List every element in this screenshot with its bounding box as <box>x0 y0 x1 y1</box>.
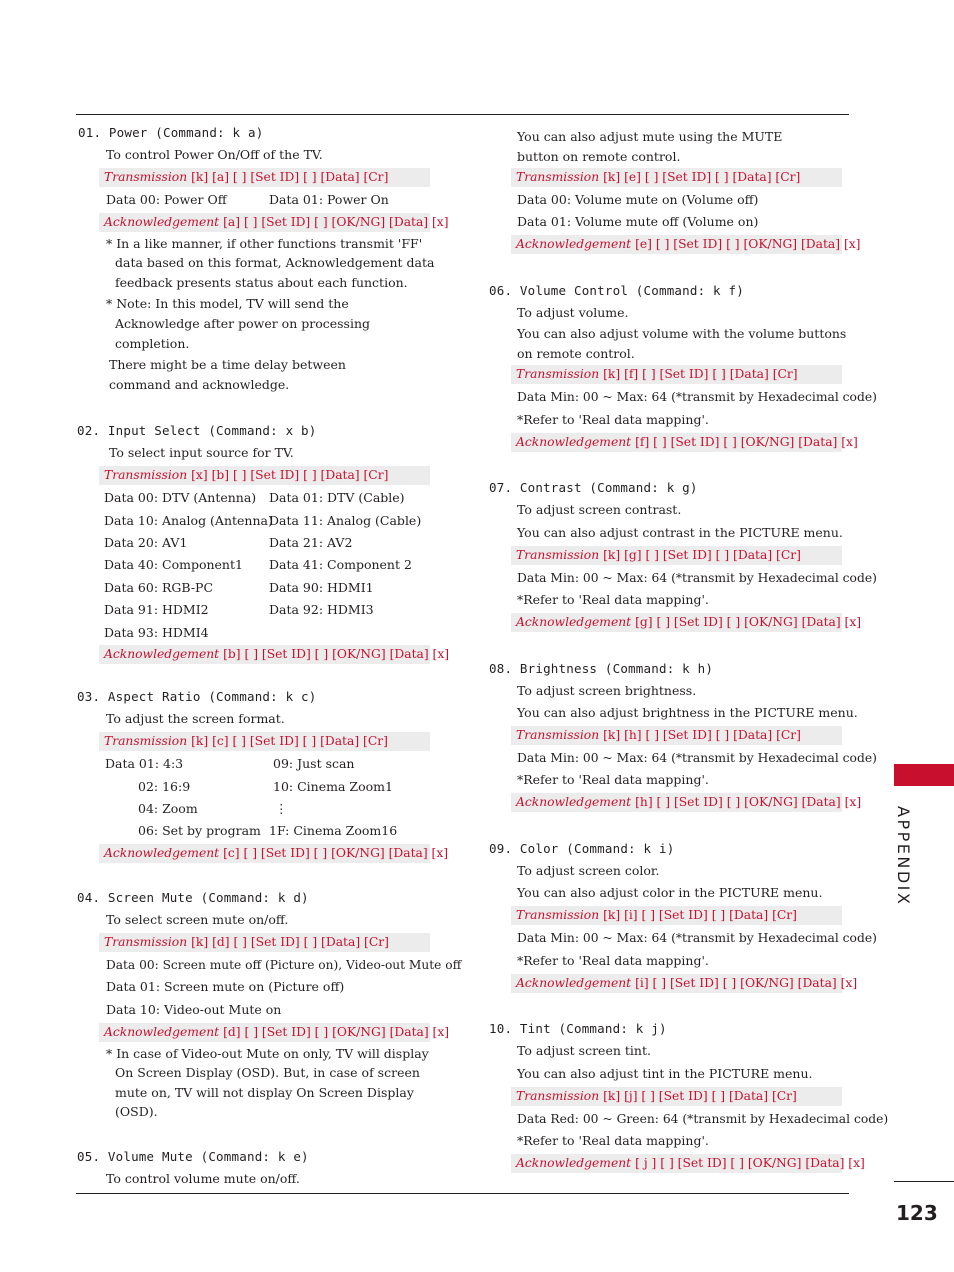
transmission-label: Transmission <box>104 734 188 749</box>
data-row <box>77 532 437 554</box>
section-power <box>77 122 449 394</box>
description-line: You can also adjust mute using the MUTE button on remote control. <box>517 129 783 164</box>
data-value: Data 11: Analog (Cable) <box>269 512 422 528</box>
description-line: You can also adjust contrast in the PICTURE menu. <box>517 524 843 540</box>
transmission-bar <box>511 906 842 925</box>
acknowledgement-code: [e] [ ] [Set ID] [ ] [OK/NG] [Data] [x] <box>635 236 861 251</box>
data-line: Data Min: 00 ~ Max: 64 (*transmit by Hexadecimal code) <box>517 390 877 405</box>
data-row <box>77 820 437 842</box>
data-value: Data 90: HDMI1 <box>269 579 374 595</box>
note: There might be a time delay between command and acknowledge. <box>109 357 346 392</box>
data-line: Data 01: Screen mute on (Picture off) <box>106 979 345 995</box>
description-line: To adjust volume. <box>517 304 629 320</box>
section-volume-control <box>489 280 877 452</box>
data-value: Data 01: DTV (Cable) <box>269 490 405 506</box>
acknowledgement-bar <box>511 433 858 452</box>
data-row <box>77 577 437 599</box>
page-number: 123 <box>896 1201 938 1225</box>
data-value: Data 92: HDMI3 <box>269 602 374 618</box>
bottom-rule <box>76 1193 849 1194</box>
data-row <box>77 510 437 532</box>
description-line: You can also adjust brightness in the PICTURE menu. <box>517 705 858 721</box>
acknowledgement-bar <box>99 645 450 664</box>
acknowledgement-code: [g] [ ] [Set ID] [ ] [OK/NG] [Data] [x] <box>635 614 862 629</box>
transmission-label: Transmission <box>516 1088 600 1103</box>
description-line: To select input source for TV. <box>109 445 294 461</box>
transmission-bar <box>511 365 842 384</box>
acknowledgement-code: [a] [ ] [Set ID] [ ] [OK/NG] [Data] [x] <box>223 214 449 229</box>
transmission-code: [k] [j] [ ] [Set ID] [ ] [Data] [Cr] <box>603 1088 797 1103</box>
data-value: Data 60: RGB-PC <box>104 579 214 595</box>
data-line: *Refer to 'Real data mapping'. <box>517 952 709 968</box>
appendix-tab-marker <box>894 764 954 786</box>
section-volume-mute-continued <box>489 127 861 254</box>
right-column <box>489 127 889 1175</box>
description-line: To adjust screen contrast. <box>517 502 682 518</box>
data-row <box>77 554 437 576</box>
transmission-code: [x] [b] [ ] [Set ID] [ ] [Data] [Cr] <box>191 468 389 483</box>
ellipsis-vertical: ⋮ <box>275 800 288 816</box>
transmission-code: [k] [f] [ ] [Set ID] [ ] [Data] [Cr] <box>603 367 798 382</box>
section-title: 05. Volume Mute (Command: k e) <box>77 1148 309 1164</box>
acknowledgement-bar <box>99 213 449 232</box>
data-row <box>77 599 437 621</box>
section-title: 10. Tint (Command: k j) <box>489 1021 667 1037</box>
description-line: To adjust screen brightness. <box>517 682 697 698</box>
description-line: To control Power On/Off of the TV. <box>106 147 323 162</box>
transmission-label: Transmission <box>104 934 188 949</box>
data-value: Data 10: Analog (Antenna) <box>104 512 273 528</box>
transmission-code: [k] [d] [ ] [Set ID] [ ] [Data] [Cr] <box>191 934 389 949</box>
appendix-side-label <box>893 806 915 907</box>
acknowledgement-label: Acknowledgement <box>104 1024 220 1039</box>
data-line: Data 01: Volume mute off (Volume on) <box>517 213 759 229</box>
section-title: 02. Input Select (Command: x b) <box>77 423 317 439</box>
data-value: Data 93: HDMI4 <box>104 624 209 640</box>
acknowledgement-code: [h] [ ] [Set ID] [ ] [OK/NG] [Data] [x] <box>635 795 862 810</box>
data-line: *Refer to 'Real data mapping'. <box>517 1132 709 1148</box>
section-title: 03. Aspect Ratio (Command: k c) <box>77 689 317 705</box>
note: * In a like manner, if other functions transmit 'FF' data based on this format, Acknowledgement data feedback presents status about each function. <box>106 235 435 290</box>
transmission-bar <box>511 168 842 187</box>
acknowledgement-label: Acknowledgement <box>516 975 632 990</box>
data-value: 09: Just scan <box>273 756 355 772</box>
acknowledgement-label: Acknowledgement <box>104 846 220 861</box>
acknowledgement-code: [b] [ ] [Set ID] [ ] [OK/NG] [Data] [x] <box>223 647 450 662</box>
data-line: Data Min: 00 ~ Max: 64 (*transmit by Hexadecimal code) <box>517 931 877 946</box>
data-value: Data 40: Component1 <box>104 557 243 573</box>
data-line: Data 00: Screen mute off (Picture on), Video-out Mute off <box>106 957 462 972</box>
description-line: To select screen mute on/off. <box>106 912 289 928</box>
acknowledgement-code: [c] [ ] [Set ID] [ ] [OK/NG] [Data] [x] <box>223 846 449 861</box>
section-screen-mute <box>77 887 462 1122</box>
data-line: Data Min: 00 ~ Max: 64 (*transmit by Hexadecimal code) <box>517 750 877 765</box>
data-line: Data Min: 00 ~ Max: 64 (*transmit by Hexadecimal code) <box>517 570 877 585</box>
data-row <box>77 189 437 211</box>
description-line: You can also adjust tint in the PICTURE menu. <box>517 1065 813 1081</box>
data-value: Data 20: AV1 <box>104 534 188 550</box>
section-aspect-ratio <box>77 686 449 863</box>
acknowledgement-code: [d] [ ] [Set ID] [ ] [OK/NG] [Data] [x] <box>223 1024 450 1039</box>
data-value: 10: Cinema Zoom1 <box>273 778 393 794</box>
acknowledgement-label: Acknowledgement <box>516 1155 632 1170</box>
section-title: 01. Power (Command: k a) <box>78 125 264 140</box>
data-value: Data 01: 4:3 <box>105 756 184 772</box>
section-title: 09. Color (Command: k i) <box>489 841 675 857</box>
acknowledgement-bar <box>99 844 449 863</box>
transmission-label: Transmission <box>104 468 188 483</box>
data-line: *Refer to 'Real data mapping'. <box>517 772 709 788</box>
data-value: Data 01: Power On <box>269 191 389 207</box>
acknowledgement-label: Acknowledgement <box>104 214 220 229</box>
data-line: Data Red: 00 ~ Green: 64 (*transmit by Hexadecimal code) <box>517 1111 889 1126</box>
data-line: Data 00: Volume mute on (Volume off) <box>517 191 759 207</box>
acknowledgement-bar <box>511 793 862 812</box>
description-line: To adjust screen color. <box>517 863 660 879</box>
top-rule <box>76 114 849 115</box>
transmission-code: [k] [e] [ ] [Set ID] [ ] [Data] [Cr] <box>603 169 801 184</box>
description-line: You can also adjust color in the PICTURE menu. <box>517 885 823 901</box>
data-value: 02: 16:9 <box>138 778 191 794</box>
transmission-label: Transmission <box>516 367 600 382</box>
acknowledgement-bar <box>511 1154 865 1173</box>
acknowledgement-bar <box>511 235 861 254</box>
acknowledgement-code: [ j ] [ ] [Set ID] [ ] [OK/NG] [Data] [x] <box>635 1155 865 1170</box>
transmission-code: [k] [a] [ ] [Set ID] [ ] [Data] [Cr] <box>191 169 389 184</box>
transmission-code: [k] [g] [ ] [Set ID] [ ] [Data] [Cr] <box>603 547 801 562</box>
transmission-code: [k] [c] [ ] [Set ID] [ ] [Data] [Cr] <box>191 734 388 749</box>
note: * Note: In this model, TV will send the Acknowledge after power on processing completion. <box>106 296 370 351</box>
page-number-rule <box>894 1181 954 1182</box>
transmission-bar <box>511 726 842 745</box>
data-line: *Refer to 'Real data mapping'. <box>517 411 709 427</box>
transmission-bar <box>511 1087 842 1106</box>
appendix-label-text: APPENDIX <box>894 806 913 907</box>
data-value: 06: Set by program <box>138 823 261 839</box>
description-line: You can also adjust volume with the volume buttons on remote control. <box>517 326 847 361</box>
transmission-code: [k] [i] [ ] [Set ID] [ ] [Data] [Cr] <box>603 908 797 923</box>
section-tint <box>489 1018 889 1172</box>
data-row <box>77 622 437 644</box>
acknowledgement-label: Acknowledgement <box>104 647 220 662</box>
data-line: Data 10: Video-out Mute on <box>106 1001 282 1017</box>
description-line: To adjust the screen format. <box>106 711 285 727</box>
data-value: Data 00: DTV (Antenna) <box>104 490 257 506</box>
data-value: Data 21: AV2 <box>269 534 353 550</box>
data-value: 04: Zoom <box>138 800 198 816</box>
transmission-label: Transmission <box>516 908 600 923</box>
section-title: 06. Volume Control (Command: k f) <box>489 282 744 298</box>
data-row <box>77 753 437 775</box>
note: * In case of Video-out Mute on only, TV will display On Screen Display (OSD). But, in case of screen mute on, TV will not display On Screen Display (OSD). <box>106 1045 429 1120</box>
description-line: To adjust screen tint. <box>517 1043 651 1059</box>
left-column <box>77 122 462 1190</box>
section-contrast <box>489 477 877 631</box>
section-title: 07. Contrast (Command: k g) <box>489 480 698 496</box>
data-value: Data 41: Component 2 <box>269 557 412 573</box>
transmission-label: Transmission <box>516 547 600 562</box>
acknowledgement-label: Acknowledgement <box>516 434 632 449</box>
section-volume-mute <box>77 1146 437 1190</box>
data-value: 1F: Cinema Zoom16 <box>269 823 398 839</box>
data-value: Data 91: HDMI2 <box>104 602 209 618</box>
transmission-label: Transmission <box>104 169 188 184</box>
data-row <box>77 798 437 820</box>
section-title: 04. Screen Mute (Command: k d) <box>77 890 309 906</box>
section-brightness <box>489 658 877 812</box>
data-line: *Refer to 'Real data mapping'. <box>517 591 709 607</box>
acknowledgement-label: Acknowledgement <box>516 236 632 251</box>
data-value: Data 00: Power Off <box>106 191 227 207</box>
transmission-label: Transmission <box>516 728 600 743</box>
section-input-select <box>77 420 450 664</box>
acknowledgement-label: Acknowledgement <box>516 795 632 810</box>
transmission-bar <box>99 933 430 952</box>
transmission-label: Transmission <box>516 169 600 184</box>
acknowledgement-bar <box>99 1023 450 1042</box>
data-row <box>77 776 437 798</box>
section-color <box>489 838 877 992</box>
acknowledgement-code: [i] [ ] [Set ID] [ ] [OK/NG] [Data] [x] <box>635 975 858 990</box>
transmission-bar <box>99 732 430 751</box>
transmission-bar <box>99 466 430 485</box>
transmission-bar <box>511 546 842 565</box>
transmission-bar <box>99 168 430 187</box>
acknowledgement-code: [f] [ ] [Set ID] [ ] [OK/NG] [Data] [x] <box>635 434 858 449</box>
description-line: To control volume mute on/off. <box>106 1170 300 1186</box>
section-title: 08. Brightness (Command: k h) <box>489 660 714 676</box>
transmission-code: [k] [h] [ ] [Set ID] [ ] [Data] [Cr] <box>603 728 801 743</box>
data-row <box>77 487 437 509</box>
acknowledgement-bar <box>511 974 858 993</box>
acknowledgement-label: Acknowledgement <box>516 614 632 629</box>
acknowledgement-bar <box>511 613 862 632</box>
